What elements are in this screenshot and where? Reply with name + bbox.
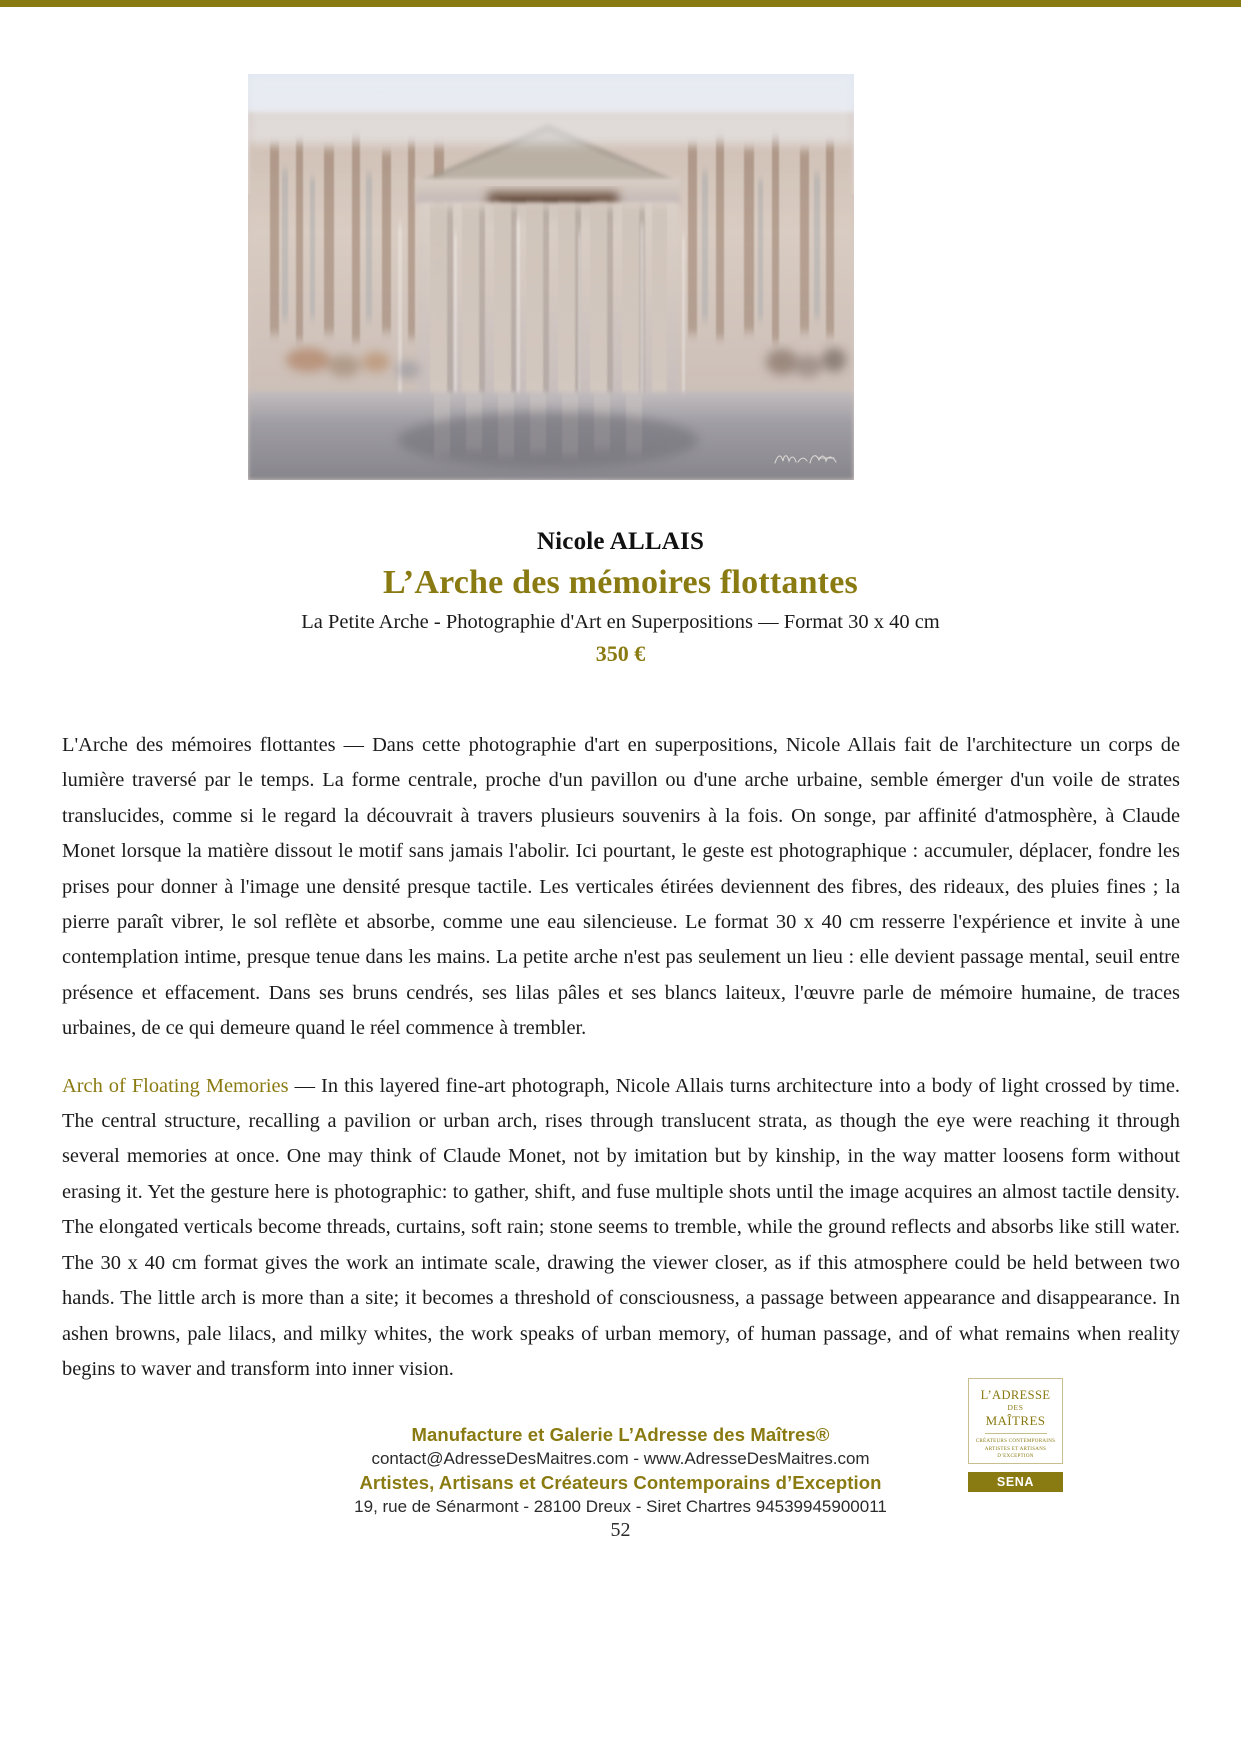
artwork-figure (248, 74, 854, 480)
top-accent-rule (0, 0, 1241, 7)
footer-address: 19, rue de Sénarmont - 28100 Dreux - Siret Chartres 94539945900011 (354, 1497, 887, 1516)
artwork-image (248, 74, 854, 480)
brand-logo-block (968, 1378, 1063, 1492)
sena-badge: SENA (968, 1472, 1063, 1492)
logo-sub-createurs: CRÉATEURS CONTEMPORAINS (975, 1438, 1056, 1444)
artist-name: Nicole ALLAIS (536, 528, 705, 555)
logo-line-adresse: L’ADRESSE (980, 1388, 1051, 1402)
description-en-lead: Arch of Floating Memories (62, 1074, 289, 1097)
logo-sub-artistes: ARTISTES ET ARTISANS (984, 1445, 1047, 1452)
artwork-price: 350 € (595, 641, 646, 666)
logo-sub-exception: D’EXCEPTION (997, 1453, 1034, 1460)
footer-tagline: Artistes, Artisans et Créateurs Contemporains d’Exception (359, 1472, 882, 1493)
logo-line-maitres: MAÎTRES (985, 1413, 1046, 1428)
title-block (0, 528, 1241, 667)
artwork-title: L’Arche des mémoires flottantes (383, 564, 858, 601)
description-en-body: — In this layered fine-art photograph, Nicole Allais turns architecture into a body of light crossed by time. The central structure, recalling a pavilion or urban arch, rises through translucent strata, as though the eye were reaching it through several memories at once. One may think of Claude Monet, not by imitation but by kinship, in the way matter loosens form without erasing it. Yet the gesture here is photographic: to gather, shift, and fuse multiple shots until the image acquires an almost tactile density. The elongated verticals become threads, curtains, soft rain; stone seems to tremble, while the ground reflects and absorbs like still water. The 30 x 40 cm format gives the work an intimate scale, drawing the viewer closer, as if this atmosphere could be held between two hands. The little arch is more than a site; it becomes a threshold of consciousness, a passage between appearance and disappearance. In ashen browns, pale lilacs, and milky whites, the work speaks of urban memory, of human passage, and of what remains when reality begins to waver and transform into inner vision. (62, 1074, 1180, 1380)
description-paragraph-fr: L'Arche des mémoires flottantes — Dans cette photographie d'art en superpositions, Nicole Allais fait de l'architecture un corps de lumière traversé par le temps. La forme centrale, proche d'un pavillon ou d'une arche urbaine, semble émerger d'un voile de strates translucides, comme si le regard la découvrait à travers plusieurs souvenirs à la fois. On songe, par affinité d'atmosphère, à Claude Monet lorsque la matière dissout le motif sans jamais l'abolir. Ici pourtant, le geste est photographique : accumuler, déplacer, fondre les prises pour donner à l'image une densité presque tactile. Les verticales étirées deviennent des fibres, des rideaux, des pluies fines ; la pierre paraît vibrer, le sol reflète et absorbe, comme une eau silencieuse. Le format 30 x 40 cm resserre l'expérience et invite à une contemplation intime, presque tenue dans les mains. La petite arche n'est pas seulement un lieu : elle devient passage mental, seuil entre présence et effacement. Dans ses bruns cendrés, ses lilas pâles et ses blancs laiteux, l'œuvre parle de mémoire humaine, de traces urbaines, de ce qui demeure quand le réel commence à trembler. (62, 734, 1180, 1040)
adresse-des-maitres-logo (968, 1378, 1063, 1464)
logo-line-des: DES (1007, 1403, 1024, 1412)
artist-signature (772, 450, 842, 466)
page-number: 52 (610, 1519, 631, 1541)
artwork-canvas (248, 74, 854, 480)
logo-divider (985, 1433, 1047, 1434)
description-body (62, 728, 1180, 1387)
footer-company: Manufacture et Galerie L’Adresse des Maîtres® (411, 1424, 830, 1445)
description-paragraph-en (62, 1069, 1180, 1388)
footer-contact[interactable]: contact@AdresseDesMaitres.com - www.AdresseDesMaitres.com (371, 1449, 870, 1468)
artwork-subtitle: La Petite Arche - Photographie d'Art en Superpositions — Format 30 x 40 cm (301, 611, 940, 633)
